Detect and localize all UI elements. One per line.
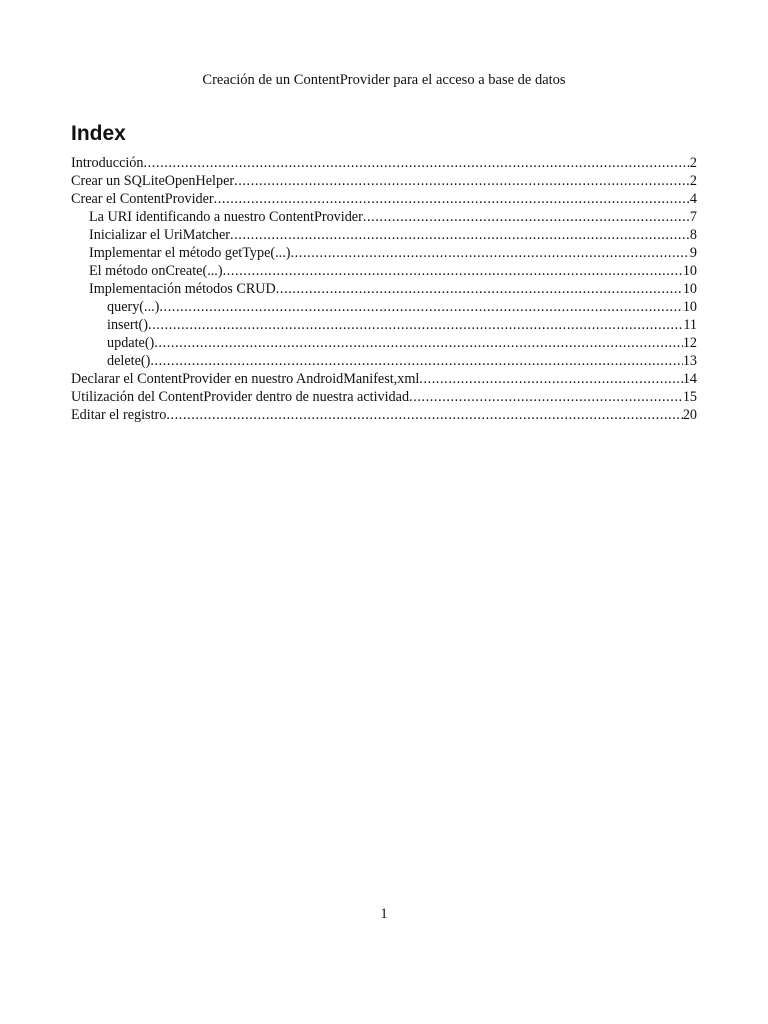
toc-dot-leader: [276, 280, 683, 298]
toc-entry-title: Implementar el método getType(...): [89, 245, 291, 261]
toc-entry-title: Inicializar el UriMatcher: [89, 227, 231, 243]
toc-entry-page: 13: [682, 353, 697, 369]
toc-dot-leader: [409, 388, 683, 406]
toc-entry-page: 10: [682, 299, 697, 315]
toc-entry-page: 4: [689, 191, 697, 207]
toc-entry-urimatcher[interactable]: [71, 226, 697, 244]
toc-entry-title: La URI identificando a nuestro ContentProvider: [89, 209, 363, 225]
toc-entry-title: Implementación métodos CRUD: [89, 281, 276, 297]
toc-entry-page: 2: [689, 155, 697, 171]
toc-entry-query[interactable]: [71, 298, 697, 316]
toc-dot-leader: [159, 298, 682, 316]
toc-entry-page: 10: [682, 263, 697, 279]
toc-entry-page: 12: [682, 335, 697, 351]
document-header-title: Creación de un ContentProvider para el acceso a base de datos: [202, 72, 566, 88]
toc-dot-leader: [214, 190, 690, 208]
toc-dot-leader: [166, 406, 682, 424]
toc-entry-title: insert(): [107, 317, 148, 333]
toc-entry-insert[interactable]: [71, 316, 697, 334]
toc-entry-editar-registro[interactable]: [71, 406, 697, 424]
toc-entry-delete[interactable]: [71, 352, 697, 370]
page-number: 1: [380, 906, 388, 922]
toc-dot-leader: [154, 334, 683, 352]
toc-entry-uri[interactable]: [71, 208, 697, 226]
toc-entry-crud[interactable]: [71, 280, 697, 298]
table-of-contents: [71, 154, 697, 424]
toc-dot-leader: [150, 352, 682, 370]
toc-dot-leader: [234, 172, 690, 190]
toc-dot-leader: [223, 262, 683, 280]
toc-dot-leader: [291, 244, 690, 262]
toc-dot-leader: [230, 226, 690, 244]
toc-entry-page: 10: [682, 281, 697, 297]
toc-entry-utilizacion[interactable]: [71, 388, 697, 406]
toc-entry-page: 7: [689, 209, 697, 225]
toc-entry-page: 14: [682, 371, 697, 387]
toc-entry-title: Editar el registro: [71, 407, 167, 423]
toc-entry-page: 8: [689, 227, 697, 243]
toc-entry-title: Crear el ContentProvider: [71, 191, 214, 207]
toc-dot-leader: [144, 154, 690, 172]
toc-entry-title: query(...): [107, 299, 160, 315]
toc-dot-leader: [363, 208, 690, 226]
toc-entry-sqliteopenhelper[interactable]: [71, 172, 697, 190]
toc-entry-page: 15: [682, 389, 697, 405]
toc-dot-leader: [419, 370, 683, 388]
toc-entry-androidmanifest[interactable]: [71, 370, 697, 388]
toc-entry-title: Crear un SQLiteOpenHelper: [71, 173, 235, 189]
toc-entry-update[interactable]: [71, 334, 697, 352]
toc-entry-title: delete(): [107, 353, 151, 369]
toc-entry-title: Declarar el ContentProvider en nuestro AndroidManifest,xml: [71, 371, 420, 387]
toc-entry-crear-contentprovider[interactable]: [71, 190, 697, 208]
toc-entry-title: update(): [107, 335, 155, 351]
toc-entry-title: El método onCreate(...): [89, 263, 223, 279]
toc-entry-title: Utilización del ContentProvider dentro de nuestra actividad: [71, 389, 410, 405]
toc-entry-page: 11: [683, 317, 697, 333]
toc-entry-page: 2: [689, 173, 697, 189]
toc-entry-page: 20: [682, 407, 697, 423]
index-heading: Index: [71, 122, 126, 145]
toc-entry-oncreate[interactable]: [71, 262, 697, 280]
toc-entry-page: 9: [689, 245, 697, 261]
toc-entry-gettype[interactable]: [71, 244, 697, 262]
toc-dot-leader: [148, 316, 683, 334]
toc-entry-introduccion[interactable]: [71, 154, 697, 172]
toc-entry-title: Introducción: [71, 155, 144, 171]
